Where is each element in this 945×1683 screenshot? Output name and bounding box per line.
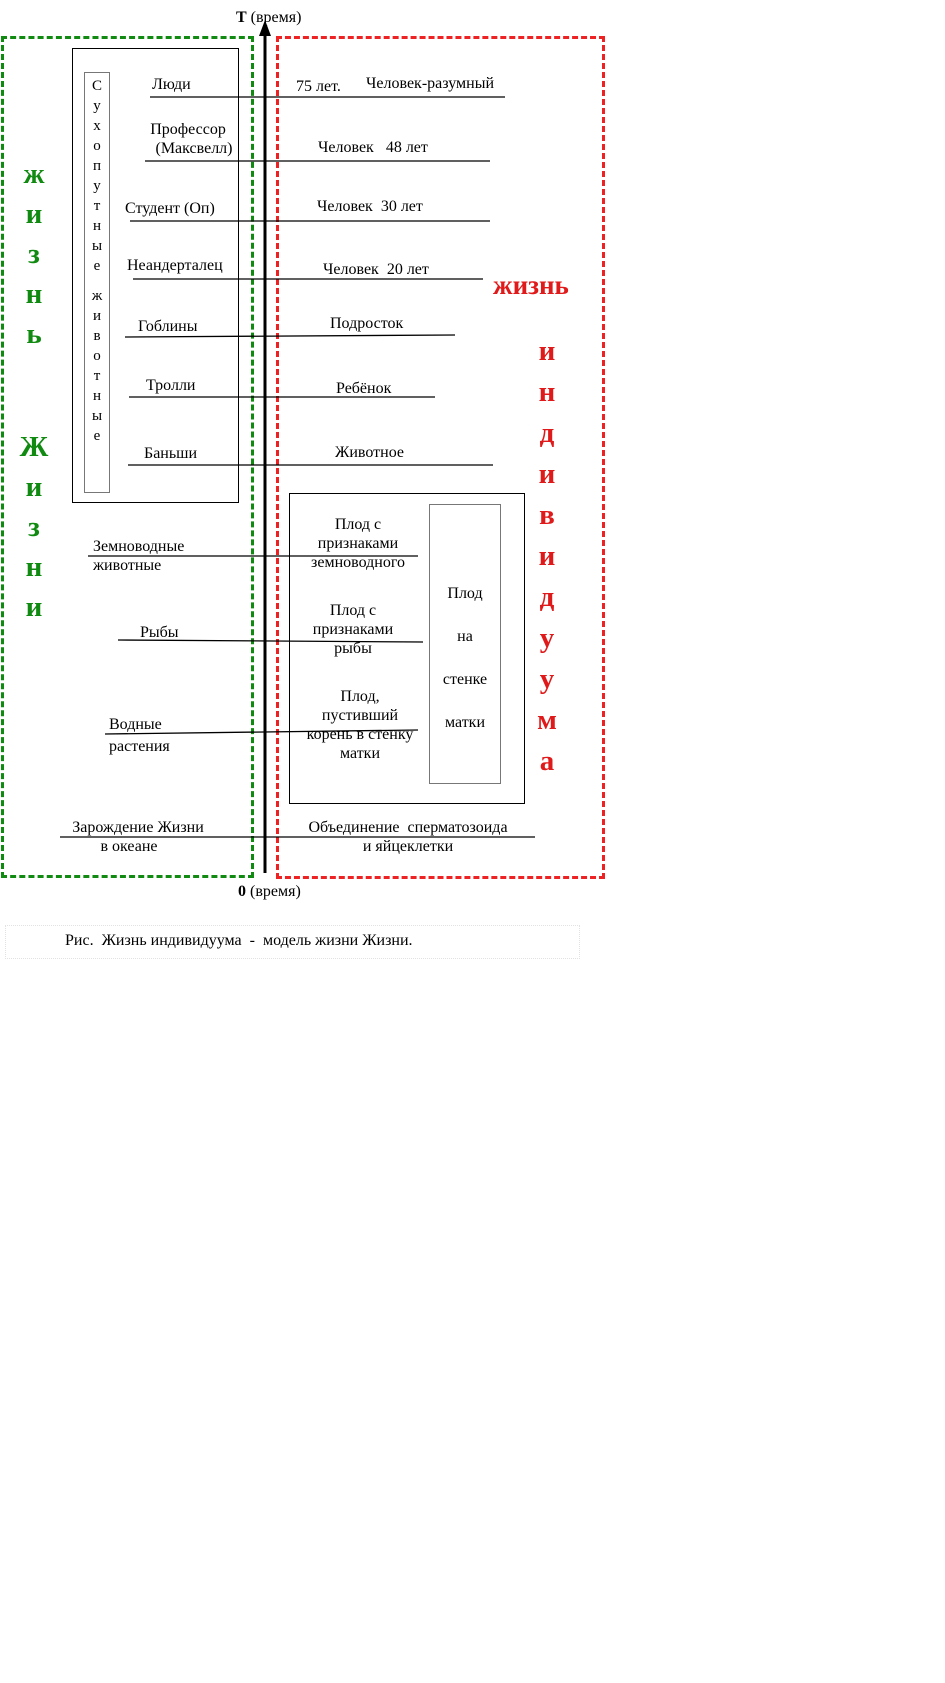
label-fetus-on-wall — [430, 572, 500, 744]
label-plants — [109, 715, 170, 756]
letter: и — [25, 591, 43, 623]
label-origin — [58, 818, 218, 856]
letter: у — [539, 663, 555, 695]
letter: е — [93, 428, 101, 444]
line: земноводного — [311, 554, 405, 571]
land-animals-label — [85, 76, 109, 446]
label-student: Студент (Оп) — [125, 200, 215, 217]
letter: и — [538, 458, 556, 490]
axis-top-rest: (время) — [246, 9, 302, 26]
letter: н — [92, 218, 102, 234]
label-origin-line2: в океане — [100, 838, 158, 855]
label-human30: Человек 30 лет — [317, 198, 423, 215]
label-trolls: Тролли — [146, 377, 196, 394]
label-fetus-root — [290, 687, 430, 763]
label-plants-line2: растения — [109, 738, 170, 755]
figure-caption: Рис. Жизнь индивидуума - модель жизни Жизни. — [65, 932, 413, 949]
letter: ь — [26, 318, 42, 350]
label-banshee: Баньши — [144, 445, 198, 462]
left-title-zhizni — [14, 427, 54, 627]
line: корень в стенку — [306, 726, 414, 743]
letter: ы — [91, 238, 103, 254]
axis-bottom-bold: 0 — [238, 883, 246, 900]
line: Объединение сперматозоида — [308, 819, 508, 836]
line: на — [457, 628, 473, 645]
line: признаками — [312, 621, 394, 638]
line: Плод, — [340, 688, 380, 705]
label-goblins: Гоблины — [138, 318, 198, 335]
letter: е — [93, 258, 101, 274]
line: матки — [444, 714, 486, 731]
label-plants-line1: Водные — [109, 716, 162, 733]
line: рыбы — [334, 640, 372, 657]
label-professor-line2: (Максвелл) — [155, 140, 233, 157]
label-fish: Рыбы — [140, 624, 179, 641]
label-child: Ребёнок — [336, 380, 392, 397]
letter: н — [538, 376, 556, 408]
line: Плод с — [334, 516, 382, 533]
label-amphibians-line1: Земноводные — [93, 538, 185, 555]
letter: п — [92, 158, 102, 174]
letter: и — [538, 335, 556, 367]
line: матки — [339, 745, 381, 762]
letter: у — [93, 98, 101, 114]
letter: в — [93, 328, 101, 344]
label-people: Люди — [152, 76, 191, 93]
label-age75: 75 лет. — [296, 78, 341, 95]
axis-top-label — [236, 8, 301, 27]
label-homo-sapiens: Человек-разумный — [366, 75, 495, 92]
line: стенке — [442, 671, 488, 688]
line: и яйцеклетки — [362, 838, 454, 855]
letter: о — [93, 138, 101, 154]
label-teen: Подросток — [330, 315, 404, 332]
axis-bottom-rest: (время) — [246, 883, 301, 900]
line: Плод с — [329, 602, 377, 619]
label-fetus-amphibian — [288, 515, 428, 572]
letter: а — [539, 745, 555, 777]
label-amphibians — [93, 537, 184, 575]
right-title-word: жизнь — [493, 270, 569, 300]
letter: в — [539, 499, 555, 531]
label-professor — [138, 120, 238, 158]
letter: д — [539, 581, 555, 613]
right-title-individuuma — [527, 331, 567, 782]
label-neanderthal: Неандерталец — [127, 257, 223, 274]
label-origin-line1: Зарождение Жизни — [72, 819, 204, 836]
label-human48: Человек 48 лет — [318, 139, 428, 156]
line: пустивший — [321, 707, 399, 724]
letter: т — [93, 198, 101, 214]
line: признаками — [317, 535, 399, 552]
label-union — [288, 818, 528, 856]
letter: Ж — [19, 431, 49, 463]
left-title-zhizn — [14, 154, 54, 354]
letter: н — [25, 551, 43, 583]
letter: и — [25, 471, 43, 503]
letter: х — [93, 118, 101, 134]
label-human20: Человек 20 лет — [323, 261, 429, 278]
letter: ж — [23, 158, 45, 190]
line: Плод — [447, 585, 483, 602]
letter: т — [93, 368, 101, 384]
label-professor-line1: Профессор — [150, 121, 226, 138]
label-animal: Животное — [335, 444, 404, 461]
letter: з — [28, 238, 40, 270]
letter: ж — [91, 288, 103, 304]
letter: н — [92, 388, 102, 404]
letter: и — [92, 308, 102, 324]
letter: у — [93, 178, 101, 194]
letter: С — [91, 78, 102, 94]
letter: м — [537, 704, 557, 736]
letter: ы — [91, 408, 103, 424]
letter: н — [25, 278, 43, 310]
letter: у — [539, 622, 555, 654]
letter: д — [539, 417, 555, 449]
letter: о — [93, 348, 101, 364]
axis-top-bold: T — [236, 9, 247, 26]
letter: и — [25, 198, 43, 230]
letter: и — [538, 540, 556, 572]
letter: з — [28, 511, 40, 543]
label-fetus-fish — [288, 601, 418, 658]
label-amphibians-line2: животные — [93, 557, 162, 574]
axis-bottom-label — [238, 882, 301, 901]
